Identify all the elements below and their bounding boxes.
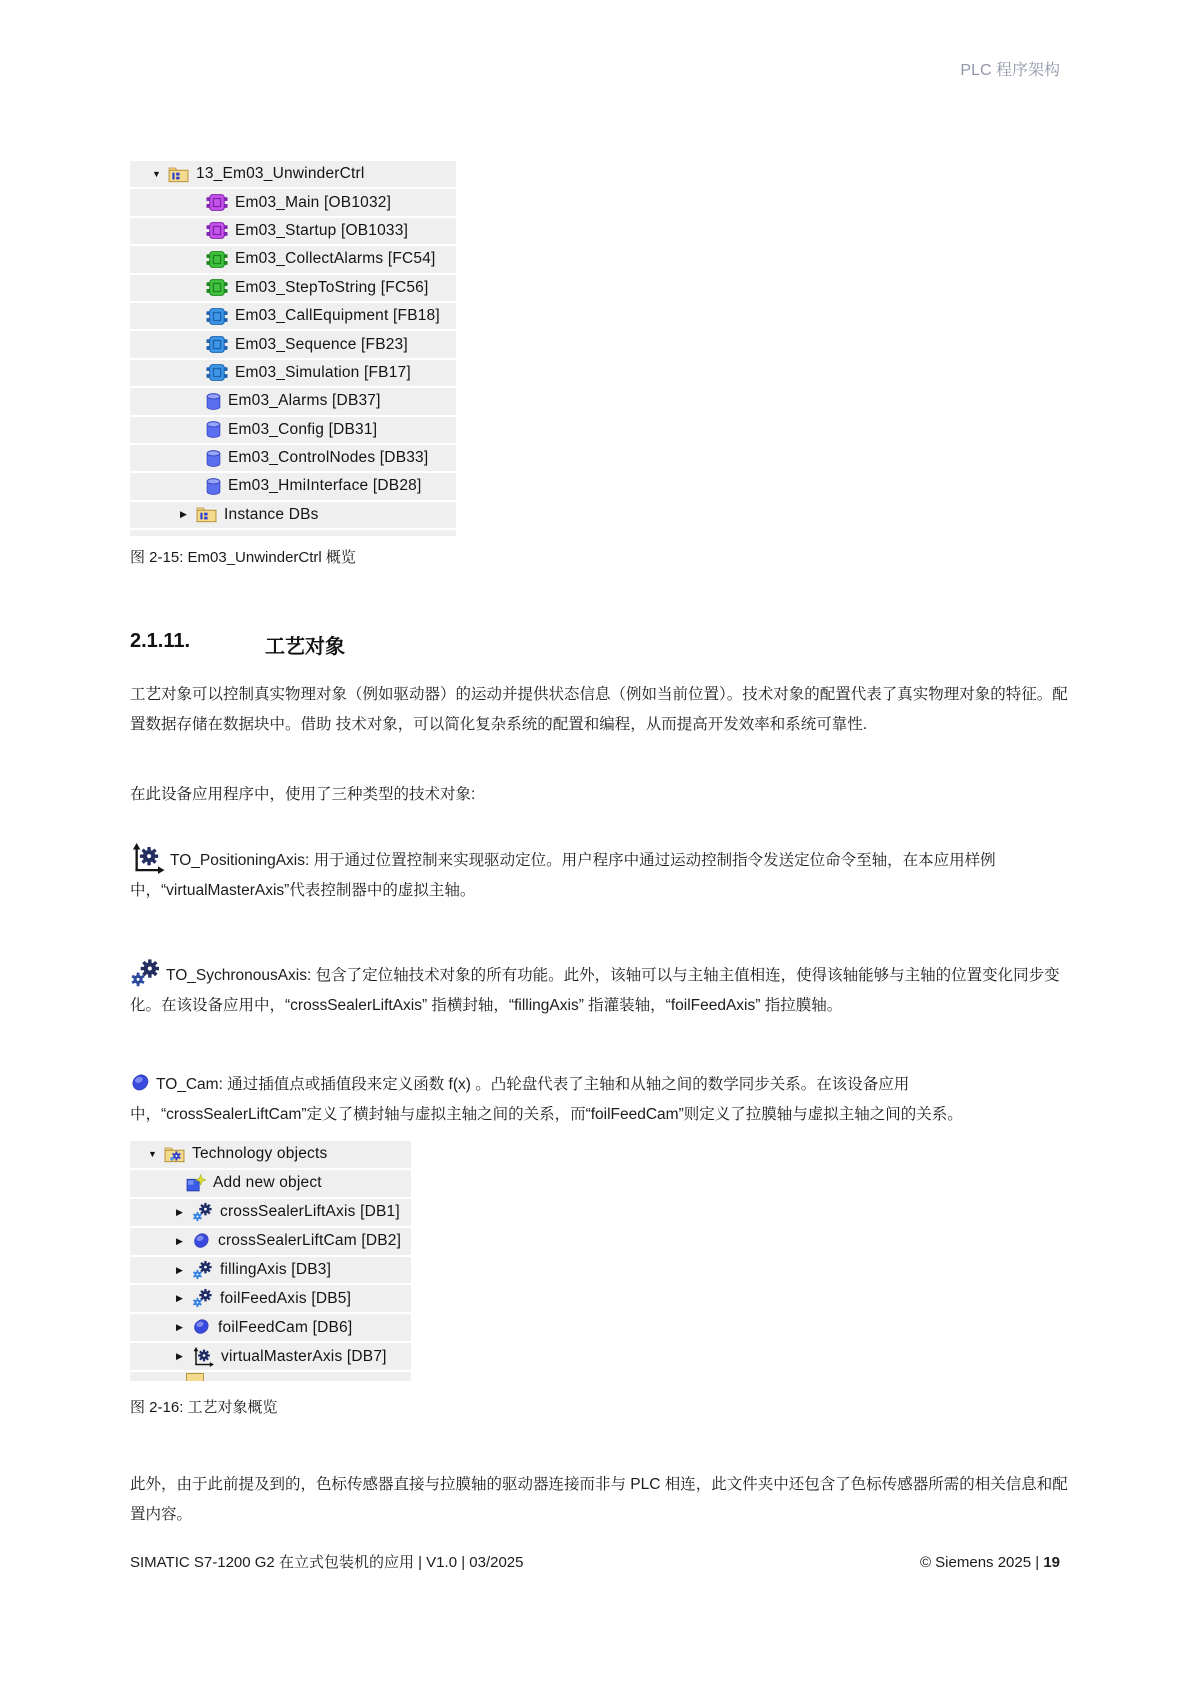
tree-node-label: Em03_CollectAlarms [FC54] xyxy=(235,250,436,268)
add-new-object-icon xyxy=(186,1174,206,1192)
fb-block-icon xyxy=(206,336,228,353)
cut-off-folder-icon xyxy=(186,1373,204,1381)
tree-row[interactable] xyxy=(130,445,456,471)
tree-node-root[interactable] xyxy=(130,161,456,187)
program-blocks-folder-icon xyxy=(168,166,189,183)
expander-down-icon[interactable]: ▼ xyxy=(152,168,161,179)
tree-node-label: Em03_Simulation [FB17] xyxy=(235,363,411,381)
tree-row[interactable] xyxy=(130,331,456,357)
paragraph: 在此设备应用程序中，使用了三种类型的技术对象: xyxy=(130,786,476,803)
footer-copyright: © Siemens 2025 | 19 xyxy=(919,1554,1060,1571)
expander-right-icon[interactable]: ▶ xyxy=(176,1264,183,1275)
tree-node-label: 13_Em03_UnwinderCtrl xyxy=(196,165,365,183)
tree-node-label: Em03_Startup [OB1033] xyxy=(235,221,409,239)
tree-node-label: Add new object xyxy=(213,1174,322,1192)
ob-block-icon xyxy=(206,194,228,211)
tree-row[interactable] xyxy=(130,189,456,215)
tree-node-label: foilFeedAxis [DB5] xyxy=(220,1289,352,1307)
tech-object-text: TO_SychronousAxis: 包含了定位轴技术对象的所有功能。此外，该轴可以与主轴主值相连，使得该轴能够与主轴的位置变化同步变化。在该设备应用中，“crossSealerLiftAxis” 指横封轴，“fillingAxis” 指灌装轴，“foilFeedAxis” 指拉膜轴。 xyxy=(130,967,1060,1014)
section-title: 工艺对象 xyxy=(265,636,345,658)
tech-object-text: TO_PositioningAxis: 用于通过位置控制来实现驱动定位。用户程序中通过运动控制指令发送定位命令至轴，在本应用样例中，“virtualMasterAxis”代表控制器中的虚拟主轴。 xyxy=(130,852,996,899)
page-footer xyxy=(130,1552,1060,1574)
tech-object-item xyxy=(130,843,1070,906)
tree-node-label: Technology objects xyxy=(192,1145,328,1163)
tree-row[interactable] xyxy=(130,303,456,329)
tree-row[interactable] xyxy=(130,218,456,244)
tree-row[interactable] xyxy=(130,1257,411,1284)
page-header: PLC 程序架构 xyxy=(960,62,1060,79)
tree-node-label: Em03_Config [DB31] xyxy=(228,420,378,438)
cam-icon xyxy=(192,1318,211,1337)
positioning-axis-icon xyxy=(192,1347,214,1367)
tree-node-label: foilFeedCam [DB6] xyxy=(218,1318,353,1336)
synchronous-axis-icon xyxy=(192,1202,213,1223)
expander-right-icon[interactable]: ▶ xyxy=(176,1351,183,1362)
section-number: 2.1.11. xyxy=(130,630,191,652)
tree-row[interactable] xyxy=(130,473,456,499)
expander-down-icon[interactable]: ▼ xyxy=(148,1148,157,1159)
tree-node-add-new-object[interactable] xyxy=(130,1170,411,1197)
expander-right-icon[interactable]: ▶ xyxy=(176,1322,183,1333)
fb-block-icon xyxy=(206,308,228,325)
synchronous-axis-icon xyxy=(192,1288,213,1309)
cam-icon xyxy=(130,1073,151,1094)
tree-row[interactable] xyxy=(130,1343,411,1370)
tree-node-label: crossSealerLiftCam [DB2] xyxy=(218,1232,402,1250)
tree-row[interactable] xyxy=(130,246,456,272)
fc-block-icon xyxy=(206,279,228,296)
tree-node-instance-dbs[interactable] xyxy=(130,502,456,528)
fb-block-icon xyxy=(206,364,228,381)
tree-row[interactable] xyxy=(130,1285,411,1312)
tree-cut-off-row xyxy=(130,530,456,536)
ob-block-icon xyxy=(206,222,228,239)
figure-2-15-caption: 图 2-15: Em03_UnwinderCtrl 概览 xyxy=(130,549,356,566)
tree-node-label: crossSealerLiftAxis [DB1] xyxy=(220,1203,400,1221)
tree-node-label: virtualMasterAxis [DB7] xyxy=(221,1347,387,1365)
tree-cut-off-row xyxy=(130,1372,411,1381)
paragraph: 工艺对象可以控制真实物理对象（例如驱动器）的运动并提供状态信息（例如当前位置）。技术对象的配置代表了真实物理对象的特征。配置数据存储在数据块中。借助 技术对象，可以简化复杂系统的配置和编程，从而提高开发效率和系统可靠性. xyxy=(130,686,1068,733)
tree-node-label: Em03_HmiInterface [DB28] xyxy=(228,477,422,495)
tree-row[interactable] xyxy=(130,1314,411,1341)
footer-page-number: 19 xyxy=(1043,1554,1060,1571)
program-blocks-folder-icon xyxy=(196,506,217,523)
tree-node-label: fillingAxis [DB3] xyxy=(220,1261,332,1278)
tree-node-technology-objects[interactable] xyxy=(130,1141,411,1168)
tree-node-label: Em03_CallEquipment [FB18] xyxy=(235,307,440,325)
figure-2-15-tree xyxy=(130,161,456,536)
tree-row[interactable] xyxy=(130,1199,411,1226)
tree-row[interactable] xyxy=(130,1228,411,1255)
tech-object-item xyxy=(130,1070,1070,1130)
footer-document-title: SIMATIC S7-1200 G2 在立式包装机的应用 | V1.0 | 03/2025 xyxy=(130,1554,524,1571)
tree-row[interactable] xyxy=(130,360,456,386)
tree-node-label: Instance DBs xyxy=(224,505,319,523)
closing-paragraph: 此外，由于此前提及到的，色标传感器直接与拉膜轴的驱动器连接而非与 PLC 相连，此文件夹中还包含了色标传感器所需的相关信息和配置内容。 xyxy=(130,1476,1068,1523)
db-icon xyxy=(206,450,221,467)
technology-folder-icon xyxy=(164,1146,185,1163)
db-icon xyxy=(206,393,221,410)
synchronous-axis-icon xyxy=(192,1260,213,1281)
positioning-axis-icon xyxy=(130,843,165,874)
tree-node-label: Em03_ControlNodes [DB33] xyxy=(228,449,429,467)
expander-right-icon[interactable]: ▶ xyxy=(180,509,187,520)
fc-block-icon xyxy=(206,251,228,268)
tech-object-text: TO_Cam: 通过插值点或插值段来定义函数 f(x) 。凸轮盘代表了主轴和从轴之间的数学同步关系。在该设备应用中，“crossSealerLiftCam”定义了横封轴与虚拟主轴之间的关系，而“foilFeedCam”则定义了拉膜轴与虚拟主轴之间的关系。 xyxy=(130,1076,963,1123)
tree-row[interactable] xyxy=(130,388,456,414)
tree-node-label: Em03_Main [OB1032] xyxy=(235,193,392,211)
tree-row[interactable] xyxy=(130,417,456,443)
db-icon xyxy=(206,478,221,495)
tree-node-label: Em03_Alarms [DB37] xyxy=(228,392,381,410)
tree-row[interactable] xyxy=(130,275,456,301)
figure-2-16-caption: 图 2-16: 工艺对象概览 xyxy=(130,1399,278,1416)
expander-right-icon[interactable]: ▶ xyxy=(176,1293,183,1304)
tech-object-item xyxy=(130,958,1070,1021)
section-heading xyxy=(130,630,345,659)
expander-right-icon[interactable]: ▶ xyxy=(176,1235,183,1246)
tree-node-label: Em03_StepToString [FC56] xyxy=(235,278,429,296)
figure-2-16-tree xyxy=(130,1141,411,1381)
synchronous-axis-icon xyxy=(130,958,161,989)
cam-icon xyxy=(192,1232,211,1251)
tree-node-label: Em03_Sequence [FB23] xyxy=(235,335,408,353)
expander-right-icon[interactable]: ▶ xyxy=(176,1206,183,1217)
db-icon xyxy=(206,421,221,438)
